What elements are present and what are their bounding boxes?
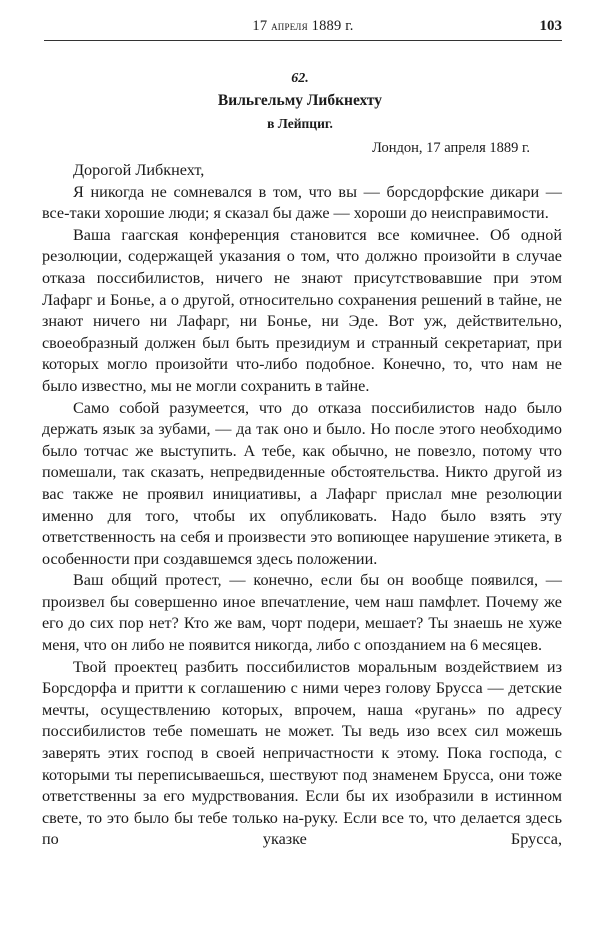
running-head-day: 17 [252,18,268,34]
letter-salutation: Дорогой Либкнехт, [73,161,205,179]
letter-body [42,160,562,851]
running-head-title [44,18,562,35]
paragraph: Ваш общий протест, — конечно, если бы он вообще появился, — произвел бы совершенно иное впечатление, чем наш памфлет. Почему же его до сих пор нет? Кто же вам, чорт подери, мешает? Ты знаешь не хуже меня, что он либо не появится никогда, либо с опозданием на 6 месяцев. [42,571,562,655]
paragraph: Я никогда не сомневался в том, что вы — борсдорфские дикари — все-таки хорошие люди; я сказал бы даже — хороши до неисправимости. [42,182,562,223]
running-head-year: 1889 г. [311,18,354,34]
running-head [44,14,562,36]
letter-addressee: Вильгельму Либкнехту [217,92,383,109]
letter-addressee-city: в Лейпциг. [267,116,333,131]
letter-number: 62. [291,71,309,86]
running-head-month: апреля [271,18,308,33]
paragraph: Твой проектец разбить поссибилистов моральным воздействием из Борсдорфа и притти к соглашению с ними через голову Брусса — детские мечты, осуществлению которых, впрочем, наша «ругань» по адресу поссибилистов тебе помешать не может. Ты ведь изо всех сил можешь заверять этих господ в своей непричастности к этому. Пока господа, с которыми ты переписываешься, шествуют под знаменем Брусса, они тоже ответственны за его мудрствования. Если бы их изобразили в истинном свете, то это было бы тебе только на-руку. Если все то, что делается здесь по указке Брусса, [42,657,562,849]
header-rule [44,40,562,41]
paragraph: Ваша гаагская конференция становится все комичнее. Об одной резолюции, содержащей указания о том, что должно произойти в случае отказа поссибилистов, ничего не знают присутствовавшие при этом Лафарг и Бонье, а о другой, относительно сохранения решений в тайне, не знают ничего ни Лафарг, ни Бонье, ни Эде. Вот уж, действительно, своеобразный должен был быть президиум и странный секретариат, при которых могло произойти что-либо подобное. Конечно, то, что нам не было известно, мы не могли сохранить в тайне. [42,225,562,395]
paragraph: Само собой разумеется, что до отказа поссибилистов надо было держать язык за зубами, — да так оно и было. Но после этого необходимо было тотчас же выступить. А тебе, как обычно, не повезло, потому что помешали, так сказать, непредвиденные обстоятельства. Никто другой из вас также не проявил инициативы, а Лафарг прислал мне резолюции именно для того, чтобы их опубликовать. Надо было взять эту ответственность на себя и произвести это вопиющее нарушение этикета, в особенности при создавшемся здесь положении. [42,398,562,568]
page-number: 103 [539,18,562,34]
letter-dateline: Лондон, 17 апреля 1889 г. [371,140,530,156]
